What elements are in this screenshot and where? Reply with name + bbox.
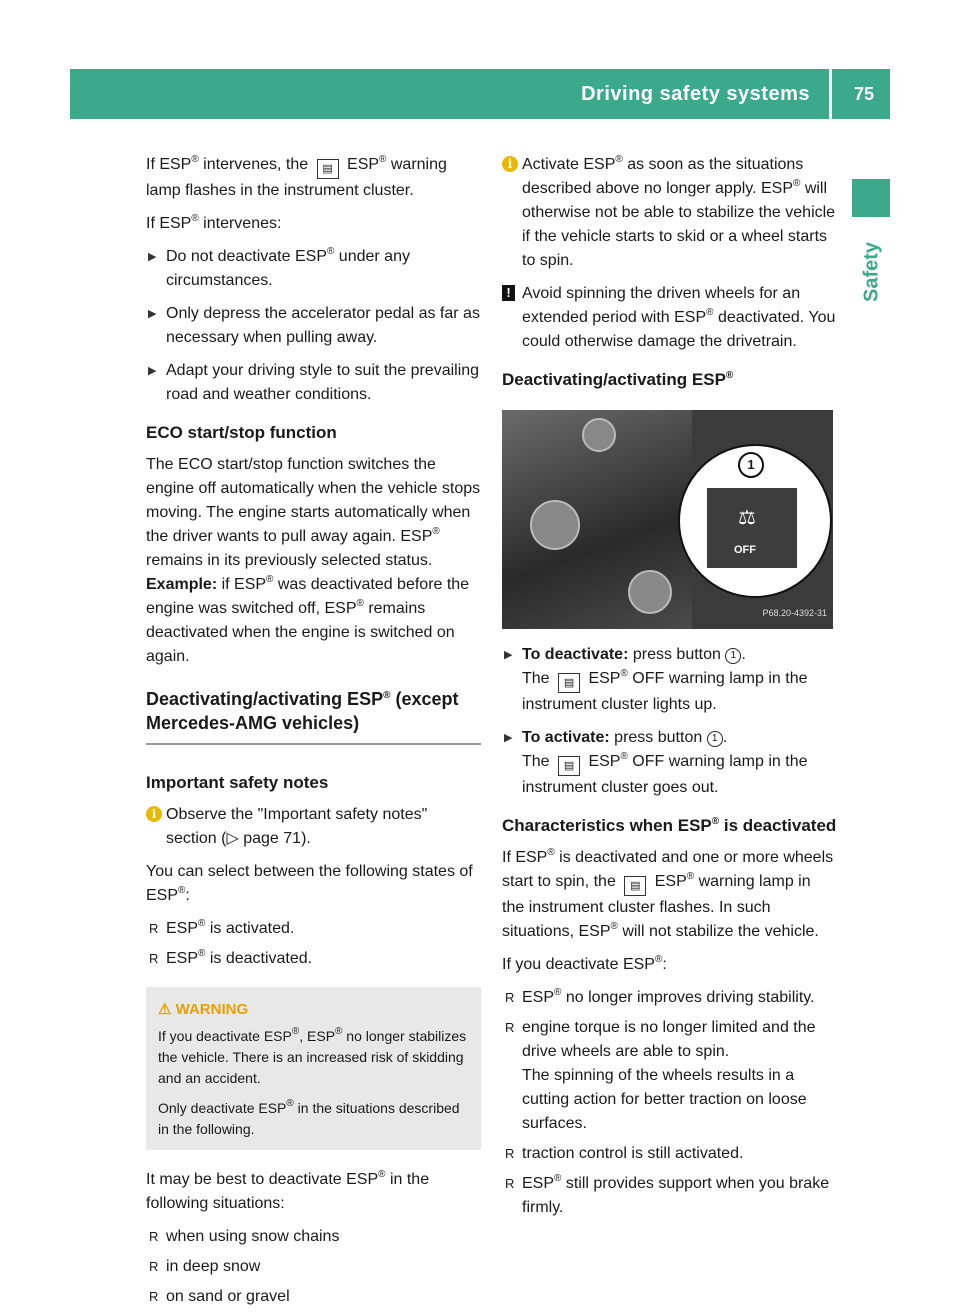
warning-text: Only deactivate ESP® in the situations described in the following. (158, 1098, 460, 1137)
esp-car-icon: ⚖ (738, 507, 756, 529)
info-icon: i (146, 806, 162, 822)
page-reference-link[interactable]: page 71 (243, 830, 302, 847)
list-item: R traction control is still activated. (502, 1142, 837, 1166)
list-item: R ESP® is deactivated. (146, 947, 481, 971)
esp-off-lamp-icon: ▤ (558, 673, 580, 693)
caution-note: ! Avoid spinning the driven wheels for an extended period with ESP® deactivated. You could otherwise damage the drivetrain. (502, 282, 837, 354)
step-item: ▶ Do not deactivate ESP® under any circumstances. (146, 245, 481, 293)
side-tab-label: Safety (860, 241, 883, 303)
states-paragraph: You can select between the following states of ESP®: (146, 863, 473, 904)
intro-paragraph: If ESP® intervenes, the ▤ ESP® warning lamp flashes in the instrument cluster. (146, 154, 447, 199)
knob (582, 418, 616, 452)
figure-off-label: OFF (734, 544, 756, 556)
step-item: ▶ To activate: press button 1 . The ▤ ESP® OFF warning lamp in the instrument cluster goes out. (502, 726, 837, 800)
exclamation-icon: ! (502, 285, 515, 301)
side-tab-box (852, 179, 890, 217)
warning-text: If you deactivate ESP®, ESP® no longer stabilizes the vehicle. There is an increased risk of skidding and an accident. (158, 1026, 467, 1086)
left-column (146, 153, 481, 1315)
esp-button-figure (502, 410, 833, 629)
if-deactivate-paragraph: If you deactivate ESP®: (502, 954, 667, 973)
knob (628, 570, 672, 614)
callout-number-icon: 1 (725, 648, 741, 664)
characteristics-paragraph: If ESP® is deactivated and one or more wheels start to spin, the ▤ ESP® warning lamp in the instrument cluster flashes. In such situations, ESP® will not stabilize the vehicle. (502, 847, 834, 940)
step-item: ▶ To deactivate: press button 1 . The ▤ ESP® OFF warning lamp in the instrument cluster lights up. (502, 643, 837, 717)
eco-heading: ECO start/stop function (146, 423, 337, 442)
step-item: ▶ Only depress the accelerator pedal as far as necessary when pulling away. (146, 302, 481, 350)
esp-warning-lamp-icon: ▤ (624, 876, 646, 896)
header-title: Driving safety systems (581, 83, 810, 105)
list-item: R ESP® still provides support when you brake firmly. (502, 1172, 837, 1220)
step-item: ▶ Adapt your driving style to suit the prevailing road and weather conditions. (146, 359, 481, 407)
info-note: i Activate ESP® as soon as the situations described above no longer apply. ESP® will otherwise not be able to stabilize the vehicle if the vehicle starts to skid or a wheel starts to spin. (502, 153, 837, 273)
list-item: R in deep snow (146, 1255, 481, 1279)
section-heading: Deactivating/activating ESP® (except Mercedes-AMG vehicles) (146, 687, 481, 745)
warning-triangle-icon: ⚠ (158, 1001, 172, 1018)
deactivating-heading: Deactivating/activating ESP® (502, 370, 734, 389)
list-item: R ESP® no longer improves driving stability. (502, 986, 837, 1010)
callout-number-icon: 1 (707, 731, 723, 747)
knob (530, 500, 580, 550)
esp-off-lamp-icon: ▤ (558, 756, 580, 776)
right-column (502, 153, 837, 1226)
callout-number: 1 (738, 452, 764, 478)
info-icon: i (502, 156, 518, 172)
page-header (70, 69, 890, 119)
list-item: R on sand or gravel (146, 1285, 481, 1309)
esp-warning-lamp-icon: ▤ (317, 159, 339, 179)
list-item: R engine torque is no longer limited and the drive wheels are able to spin. The spinning of the wheels results in a cutting action for better traction on loose surfaces. (502, 1016, 837, 1136)
warning-box (146, 987, 481, 1150)
figure-code: P68.20-4392-31 (762, 608, 827, 618)
situations-paragraph: It may be best to deactivate ESP® in the following situations: (146, 1169, 430, 1212)
header-divider (829, 69, 832, 119)
characteristics-heading: Characteristics when ESP® is deactivated (502, 816, 837, 835)
list-item: R ESP® is activated. (146, 917, 481, 941)
page-number: 75 (853, 84, 874, 104)
list-item: R when using snow chains (146, 1225, 481, 1249)
eco-paragraph: The ECO start/stop function switches the engine off automatically when the vehicle stops moving. The engine starts automatically when the driver wants to pull away again. ESP® remains in its previously selected status. Example: if ESP® was deactivated before the engine was switched off, ESP® remains deactivated when the engine is switched on again. (146, 456, 481, 665)
warning-title: ⚠ WARNING (158, 1001, 249, 1018)
info-note: i Observe the "Important safety notes" section (▷ page 71). (146, 803, 481, 851)
intervenes-paragraph: If ESP® intervenes: (146, 213, 282, 232)
side-tab (855, 232, 889, 312)
safety-notes-heading: Important safety notes (146, 773, 329, 792)
